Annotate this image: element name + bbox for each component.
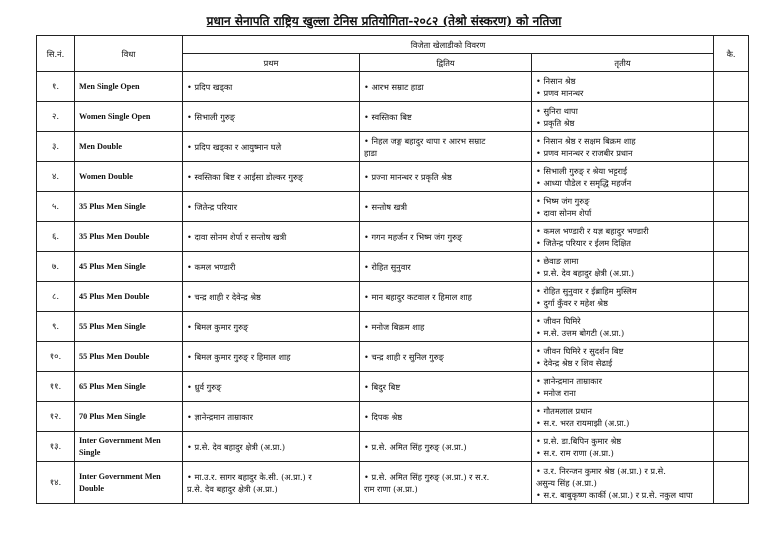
remarks-cell <box>714 372 749 402</box>
first-place-cell <box>183 222 360 252</box>
second-place-cell <box>360 222 532 252</box>
header-event: विधा <box>75 36 183 72</box>
table-row <box>37 312 749 342</box>
event-cell: 45 Plus Men Double <box>75 282 183 312</box>
third-place-cell <box>532 432 714 462</box>
header-sn: सि.नं. <box>37 36 75 72</box>
first-place-cell <box>183 402 360 432</box>
event-cell: Inter Government Men Single <box>75 432 183 462</box>
winner-line: • दिपक श्रेष्ठ <box>364 411 527 423</box>
serial-number-cell: ३. <box>37 132 75 162</box>
table-row <box>37 252 749 282</box>
second-place-cell <box>360 282 532 312</box>
winner-line: प्र.से. देव बहादुर क्षेत्री (अ.प्रा.) <box>187 483 278 494</box>
winner-line: • स.र. बाबुकृष्ण कार्की (अ.प्रा.) र प्र.से. नकुल थापा <box>536 489 709 501</box>
winner-line: • स्वस्तिका बिष्ट र आईसा डोल्कर गुरुङ् <box>187 171 355 183</box>
winner-line: • जीवन घिमिरे र सुदर्शन बिष्ट <box>536 345 709 357</box>
remarks-cell <box>714 222 749 252</box>
second-place-cell <box>360 252 532 282</box>
serial-number-cell: ७. <box>37 252 75 282</box>
winner-line: • मनोज बिक्रम शाह <box>364 321 527 333</box>
winner-line: • बिमल कुमार गुरुङ् र हिमाल शाह <box>187 351 355 363</box>
winner-line: • चन्द्र शाही र सुनिल गुरुङ् <box>364 351 527 363</box>
second-place-cell <box>360 342 532 372</box>
serial-number-cell: ४. <box>37 162 75 192</box>
winner-line: • प्र.से. अमित सिंह गुरुङ् (अ.प्रा.) <box>364 441 527 453</box>
results-body <box>37 72 749 504</box>
winner-line: • रोहित सुनुवार र ईब्राहिम मुस्लिम <box>536 285 709 297</box>
winner-line: • गगन महर्जन र भिष्म जंग गुरुङ् <box>364 231 527 243</box>
winner-line: राम राणा (अ.प्रा.) <box>364 483 418 494</box>
remarks-cell <box>714 402 749 432</box>
winner-line: • प्रदिप खड्का <box>187 81 355 93</box>
serial-number-cell: ११. <box>37 372 75 402</box>
event-cell: Women Single Open <box>75 102 183 132</box>
third-place-cell <box>532 342 714 372</box>
third-place-cell <box>532 282 714 312</box>
third-place-cell <box>532 102 714 132</box>
table-row <box>37 132 749 162</box>
winner-line: • मा.उ.र. सागर बहादुर के.सी. (अ.प्रा.) र <box>187 471 355 483</box>
first-place-cell <box>183 72 360 102</box>
first-place-cell <box>183 192 360 222</box>
event-cell: 55 Plus Men Single <box>75 312 183 342</box>
table-row <box>37 72 749 102</box>
third-place-cell <box>532 252 714 282</box>
first-place-cell <box>183 282 360 312</box>
winner-line: • प्रज्ना मानन्धर र प्रकृति श्रेष्ठ <box>364 171 527 183</box>
table-row <box>37 162 749 192</box>
winner-line: • स.र. राम राणा (अ.प्रा.) <box>536 447 709 459</box>
event-cell: 35 Plus Men Double <box>75 222 183 252</box>
first-place-cell <box>183 132 360 162</box>
first-place-cell <box>183 462 360 504</box>
header-first: प्रथम <box>183 54 360 72</box>
winner-line: असुन्य सिंह (अ.प्रा.) <box>536 477 597 488</box>
table-row <box>37 222 749 252</box>
page-title: प्रधान सेनापति राष्ट्रिय खुल्ला टेनिस प्रतियोगिता-२०८२ (तेश्रो संस्करण) को नतिजा <box>206 14 562 28</box>
winner-line: • प्रकृति श्रेष्ठ <box>536 117 709 129</box>
table-row <box>37 282 749 312</box>
winner-line: • प्रदिप खड्का र आयुष्मान घले <box>187 141 355 153</box>
table-row <box>37 432 749 462</box>
table-row <box>37 102 749 132</box>
first-place-cell <box>183 432 360 462</box>
winner-line: • भिष्म जंग गुरुङ् <box>536 195 709 207</box>
header-remarks: कै. <box>714 36 749 72</box>
second-place-cell <box>360 192 532 222</box>
remarks-cell <box>714 252 749 282</box>
third-place-cell <box>532 222 714 252</box>
winner-line: • सिभाली गुरुङ् <box>187 111 355 123</box>
winner-line: • छेवाङ लामा <box>536 255 709 267</box>
table-row <box>37 342 749 372</box>
winner-line: • प्रणव मानन्धर र राजबीर प्रधान <box>536 147 709 159</box>
table-row <box>37 462 749 504</box>
first-place-cell <box>183 162 360 192</box>
winner-line: हाडा <box>364 147 377 158</box>
winner-line: • जितेन्द्र परियार <box>187 201 355 213</box>
winner-line: • आरभ सम्राट हाडा <box>364 81 527 93</box>
winner-line: • मनोज राना <box>536 387 709 399</box>
winner-line: • प्र.से. देव बहादुर क्षेत्री (अ.प्रा.) <box>536 267 709 279</box>
winner-line: • निहल जङ्ग बहादुर थापा र आरभ सम्राट <box>364 135 527 147</box>
winner-line: • सिभाली गुरुङ् र श्रेया भट्टराई <box>536 165 709 177</box>
remarks-cell <box>714 432 749 462</box>
winner-line: • बिमल कुमार गुरुङ् <box>187 321 355 333</box>
event-cell: 65 Plus Men Single <box>75 372 183 402</box>
remarks-cell <box>714 192 749 222</box>
winner-line: • कमल भण्डारी र यज्ञ बहादुर भण्डारी <box>536 225 709 237</box>
second-place-cell <box>360 372 532 402</box>
remarks-cell <box>714 462 749 504</box>
winner-line: • निसान श्रेष्ठ <box>536 75 709 87</box>
winner-line: • जितेन्द्र परियार र ईलम दिक्षित <box>536 237 709 249</box>
third-place-cell <box>532 192 714 222</box>
serial-number-cell: ६. <box>37 222 75 252</box>
remarks-cell <box>714 72 749 102</box>
winner-line: • दावा सोनम शेर्पा र सन्तोष खत्री <box>187 231 355 243</box>
second-place-cell <box>360 462 532 504</box>
serial-number-cell: १२. <box>37 402 75 432</box>
header-winners: विजेता खेलाडीको विवरण <box>183 36 714 54</box>
remarks-cell <box>714 132 749 162</box>
winner-line: • गौतमलाल प्रधान <box>536 405 709 417</box>
winner-line: • उ.र. निरन्जन कुमार श्रेष्ठ (अ.प्रा.) र प्र.से. <box>536 465 709 477</box>
third-place-cell <box>532 132 714 162</box>
results-table <box>36 35 749 504</box>
winner-line: • सन्तोष खत्री <box>364 201 527 213</box>
winner-line: • प्रणव मानन्धर <box>536 87 709 99</box>
second-place-cell <box>360 132 532 162</box>
winner-line: • ज्ञानेन्द्रमान ताम्राकार <box>536 375 709 387</box>
winner-line: • निसान श्रेष्ठ र सक्षम बिक्रम शाह <box>536 135 709 147</box>
winner-line: • दुर्गा कुँवर र महेश श्रेष्ठ <box>536 297 709 309</box>
winner-line: • रोहित सुनुवार <box>364 261 527 273</box>
first-place-cell <box>183 342 360 372</box>
winner-line: • प्र.से. देव बहादुर क्षेत्री (अ.प्रा.) <box>187 441 355 453</box>
first-place-cell <box>183 252 360 282</box>
remarks-cell <box>714 282 749 312</box>
winner-line: • कमल भण्डारी <box>187 261 355 273</box>
first-place-cell <box>183 372 360 402</box>
serial-number-cell: १३. <box>37 432 75 462</box>
winner-line: • प्र.से. डा.बिपिन कुमार श्रेष्ठ <box>536 435 709 447</box>
second-place-cell <box>360 312 532 342</box>
table-row <box>37 372 749 402</box>
serial-number-cell: १४. <box>37 462 75 504</box>
third-place-cell <box>532 402 714 432</box>
remarks-cell <box>714 102 749 132</box>
winner-line: • जीवन घिमिरे <box>536 315 709 327</box>
second-place-cell <box>360 432 532 462</box>
winner-line: • स्वस्तिका बिष्ट <box>364 111 527 123</box>
second-place-cell <box>360 102 532 132</box>
second-place-cell <box>360 402 532 432</box>
winner-line: • देवेन्द्र श्रेष्ठ र शिव सेढाई <box>536 357 709 369</box>
third-place-cell <box>532 312 714 342</box>
winner-line: • ध्रुर्व गुरुङ् <box>187 381 355 393</box>
serial-number-cell: १. <box>37 72 75 102</box>
third-place-cell <box>532 162 714 192</box>
winner-line: • मान बहादुर कटवाल र हिमाल शाह <box>364 291 527 303</box>
table-row <box>37 192 749 222</box>
winner-line: • दावा सोनम शेर्पा <box>536 207 709 219</box>
remarks-cell <box>714 312 749 342</box>
header-third: तृतीय <box>532 54 714 72</box>
winner-line: • आध्या पौडेल र समृद्धि महर्जन <box>536 177 709 189</box>
serial-number-cell: ५. <box>37 192 75 222</box>
winner-line: • सुनिरा थापा <box>536 105 709 117</box>
serial-number-cell: १०. <box>37 342 75 372</box>
winner-line: • ज्ञानेन्द्रमान ताम्राकार <box>187 411 355 423</box>
winner-line: • बिदुर बिष्ट <box>364 381 527 393</box>
serial-number-cell: २. <box>37 102 75 132</box>
event-cell: 35 Plus Men Single <box>75 192 183 222</box>
event-cell: Women Double <box>75 162 183 192</box>
third-place-cell <box>532 372 714 402</box>
remarks-cell <box>714 342 749 372</box>
event-cell: Men Double <box>75 132 183 162</box>
winner-line: • स.र. भरत रायमाझी (अ.प्रा.) <box>536 417 709 429</box>
winner-line: • प्र.से. अमित सिंह गुरुङ् (अ.प्रा.) र स.र. <box>364 471 527 483</box>
remarks-cell <box>714 162 749 192</box>
second-place-cell <box>360 162 532 192</box>
event-cell: 70 Plus Men Single <box>75 402 183 432</box>
first-place-cell <box>183 102 360 132</box>
second-place-cell <box>360 72 532 102</box>
event-cell: Men Single Open <box>75 72 183 102</box>
third-place-cell <box>532 462 714 504</box>
winner-line: • चन्द्र शाही र देवेन्द्र श्रेष्ठ <box>187 291 355 303</box>
winner-line: • म.से. उत्तम बोगटी (अ.प्रा.) <box>536 327 709 339</box>
table-row <box>37 402 749 432</box>
third-place-cell <box>532 72 714 102</box>
serial-number-cell: ९. <box>37 312 75 342</box>
header-second: द्वितिय <box>360 54 532 72</box>
event-cell: 45 Plus Men Single <box>75 252 183 282</box>
event-cell: 55 Plus Men Double <box>75 342 183 372</box>
first-place-cell <box>183 312 360 342</box>
event-cell: Inter Government Men Double <box>75 462 183 504</box>
serial-number-cell: ८. <box>37 282 75 312</box>
